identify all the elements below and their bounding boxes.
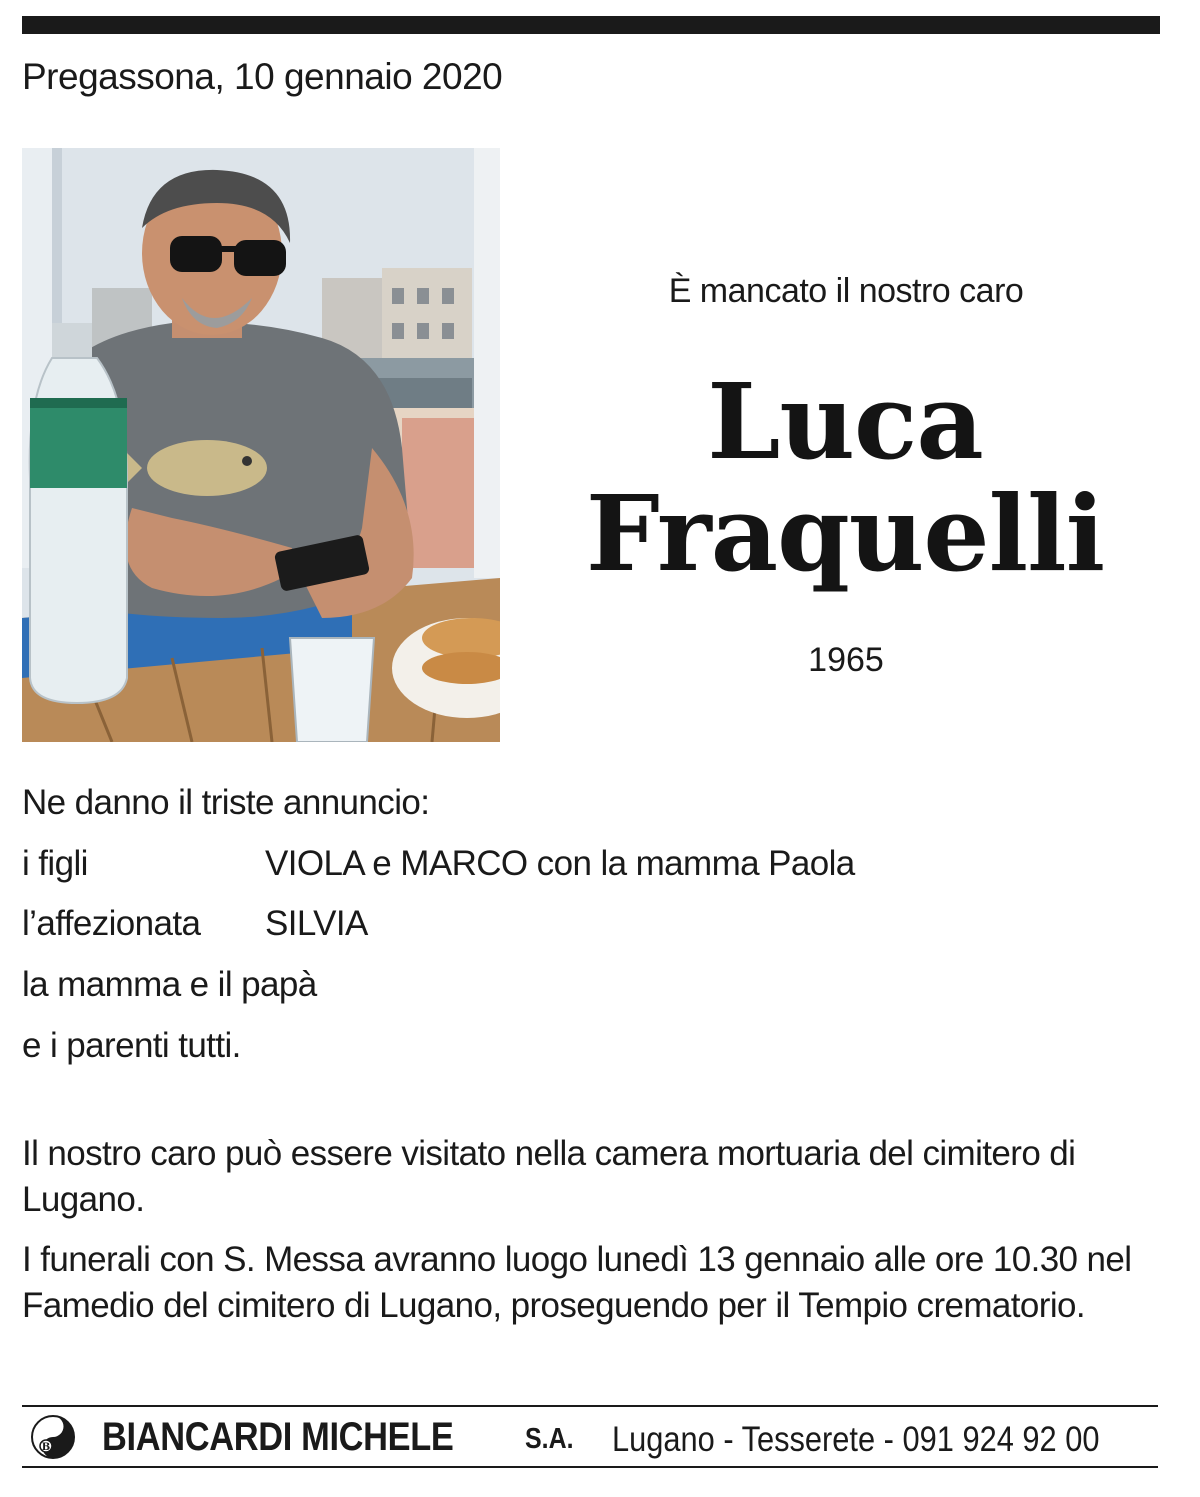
company-suffix: S.A.: [525, 1423, 574, 1455]
birth-year: 1965: [808, 641, 884, 679]
viewing-details: Il nostro caro può essere visitato nella camera mortuaria del cimitero di Lugano.: [22, 1134, 1076, 1219]
portrait-illustration: [22, 148, 500, 742]
mourner-relation: l’affezionata: [22, 904, 201, 943]
top-rule: [22, 16, 1160, 34]
company-name: BIANCARDI MICHELE: [102, 1415, 454, 1459]
funeral-details: I funerali con S. Messa avranno luogo lunedì 13 gennaio alle ore 10.30 nel Famedio del cimitero di Lugano, proseguendo per il Tempio crematorio.: [22, 1240, 1132, 1325]
intro-line: È mancato il nostro caro: [668, 272, 1024, 310]
mourner-relation: la mamma e il papà: [22, 965, 317, 1004]
mourner-row: [22, 844, 855, 884]
svg-text:B: B: [41, 1442, 51, 1453]
footer-rule-upper: [22, 1405, 1158, 1407]
portrait-photo: [22, 148, 500, 742]
mourner-row: [22, 1026, 241, 1066]
footer-rule-lower: [22, 1466, 1158, 1468]
mourner-row: [22, 965, 317, 1005]
mourner-row: [22, 904, 368, 944]
place-date: Pregassona, 10 gennaio 2020: [22, 56, 503, 97]
announcement-heading: Ne danno il triste annuncio:: [22, 783, 430, 822]
mourner-names: SILVIA: [265, 904, 368, 943]
company-contact: Lugano - Tesserete - 091 924 92 00: [612, 1420, 1100, 1459]
last-name: Fraquelli: [585, 472, 1105, 595]
first-name: Luca: [707, 360, 983, 483]
mourner-relation: i figli: [22, 844, 88, 883]
mourner-names: VIOLA e MARCO con la mamma Paola: [265, 844, 855, 883]
biancardi-logo-icon: [30, 1414, 76, 1460]
mourner-relation: e i parenti tutti.: [22, 1026, 241, 1065]
